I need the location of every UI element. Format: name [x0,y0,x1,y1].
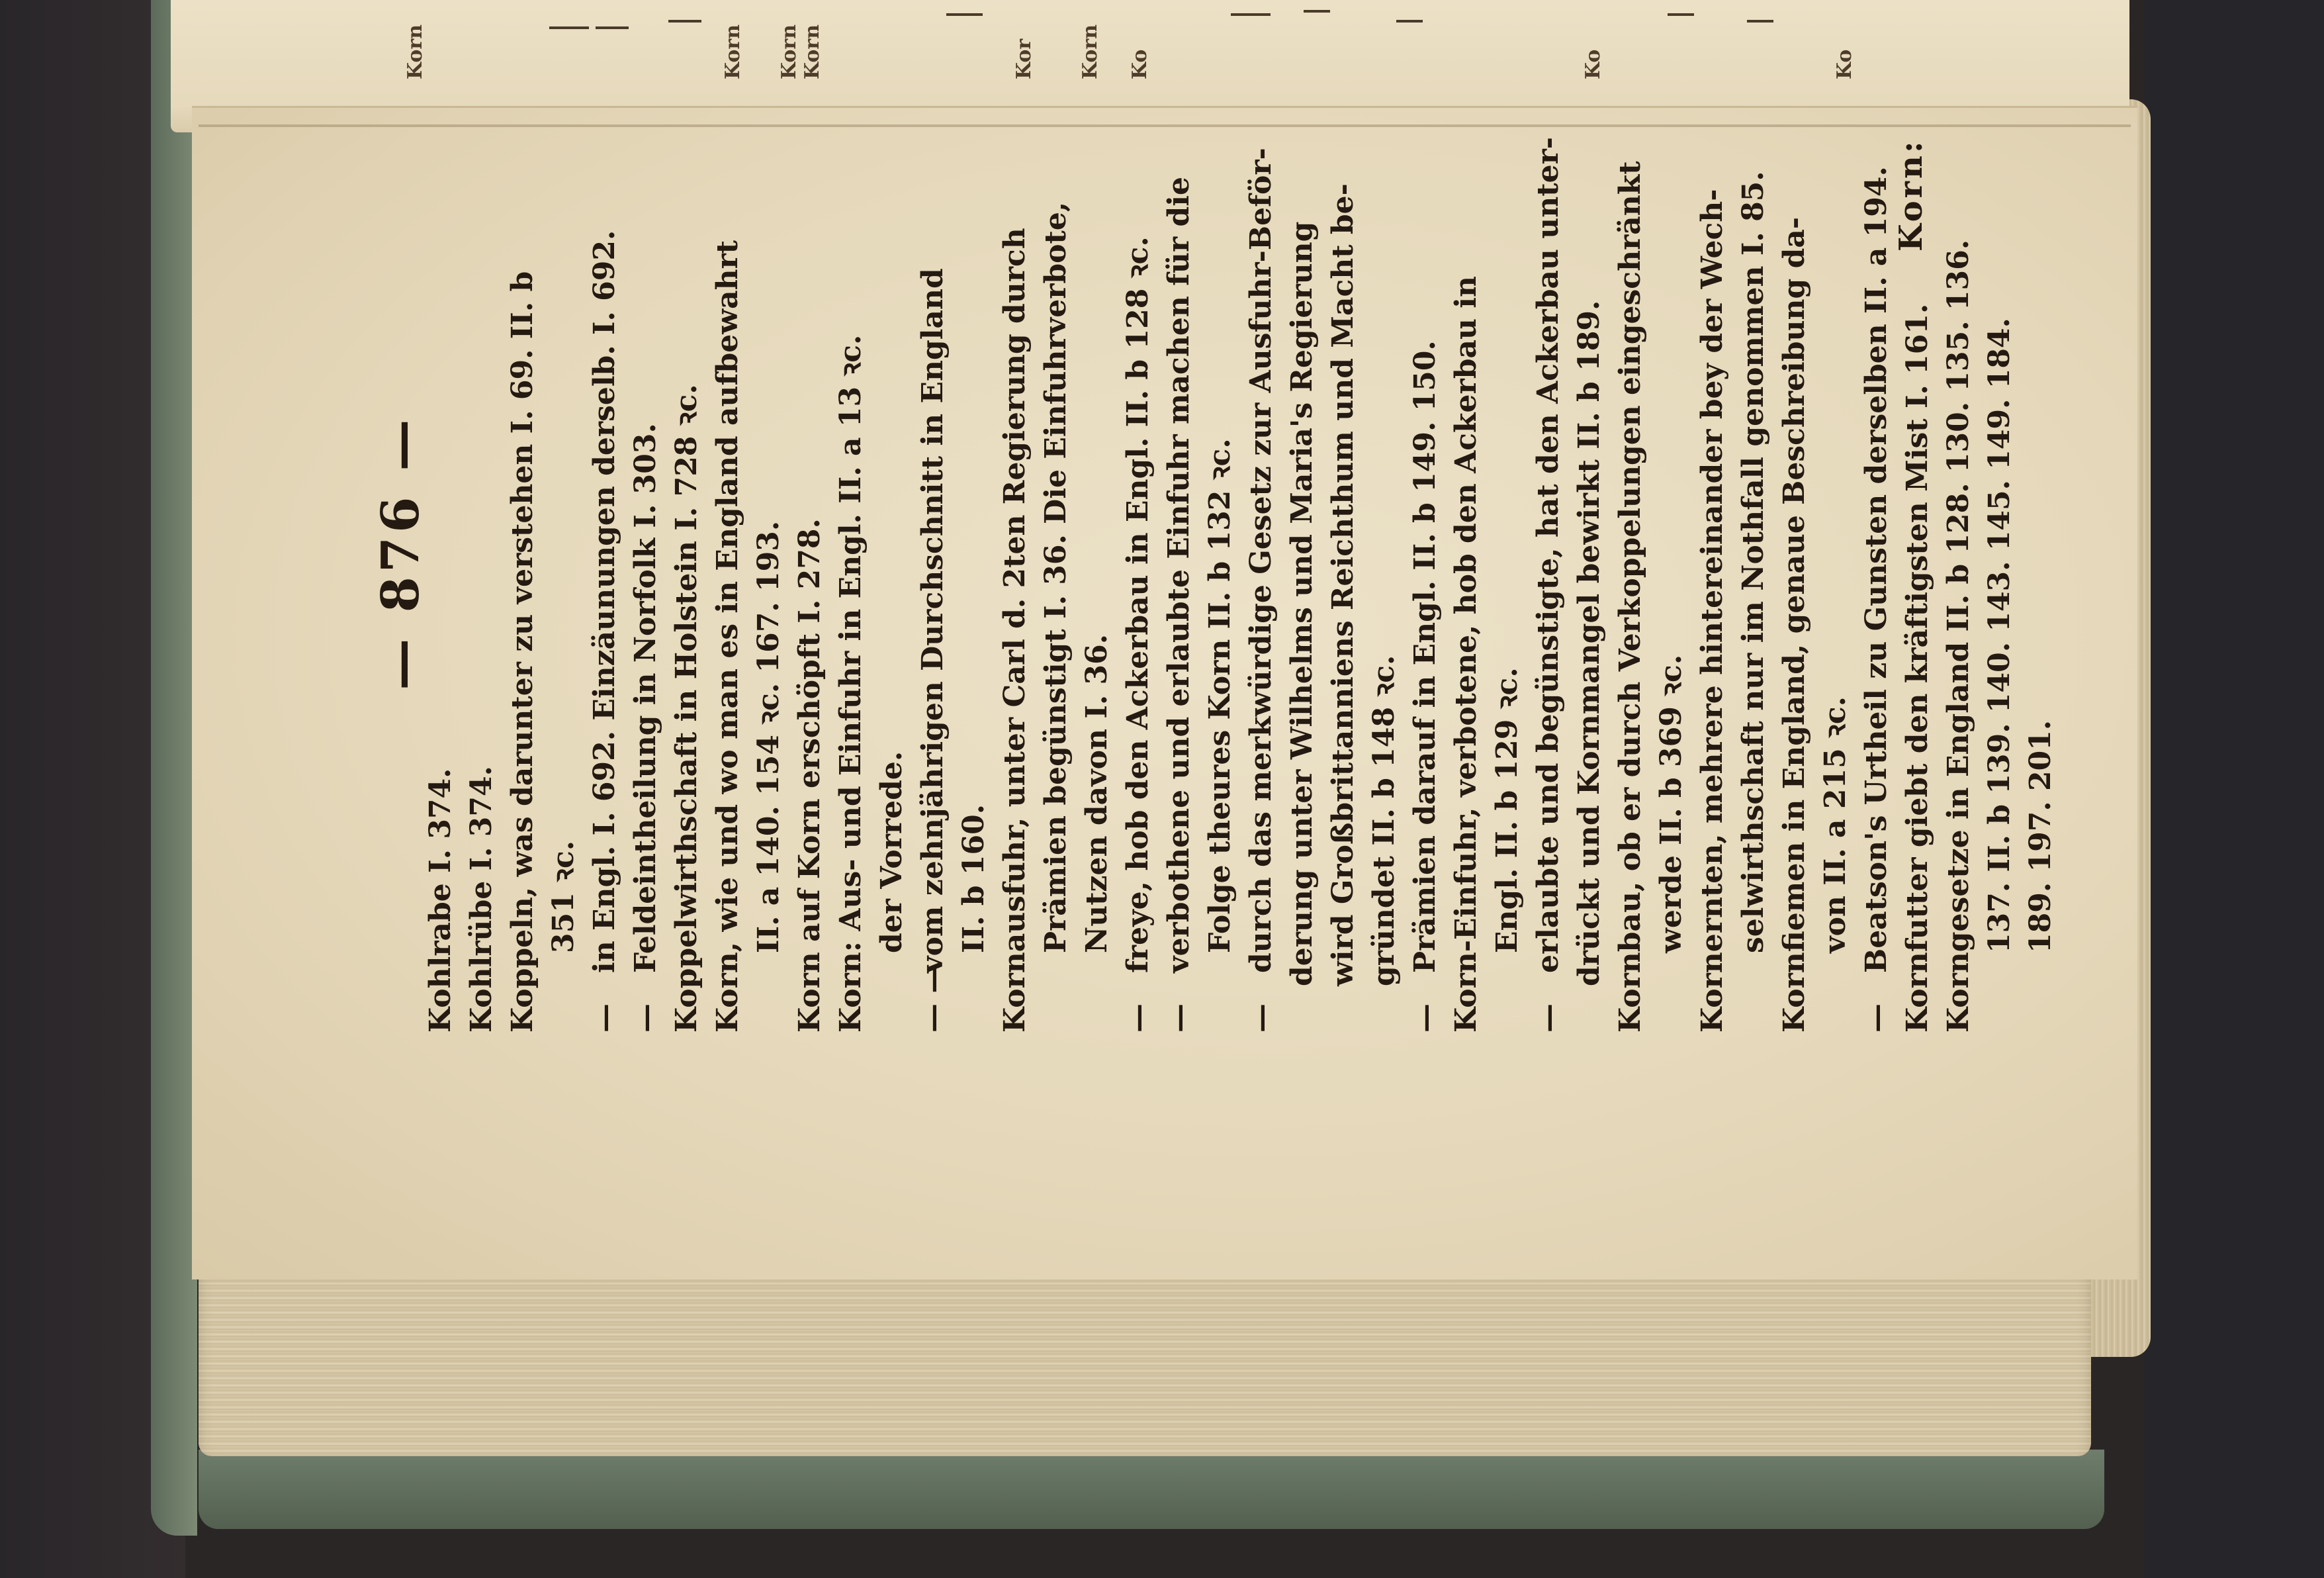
entry-text: vom zehnjährigen Durchschnitt in England [916,268,950,973]
index-entry [2020,0,2061,1033]
index-entry [1077,0,1118,1033]
entry-dash: — — [916,964,950,1033]
index-entry [1569,0,1610,1033]
entry-dash: — [1408,1003,1442,1033]
entry-text: Prämien darauf in Engl. II. b 149. 150. [1408,340,1442,973]
index-entry [1979,0,2020,1033]
page-number: — 876 — [371,415,431,690]
index-entry [995,0,1036,1033]
entry-text: 189. 197. 201. [2024,719,2057,953]
index-entry [1856,0,1897,1033]
book-cover-bottom [199,1450,2104,1529]
entry-dash: — [1244,1003,1278,1033]
index-entry [707,0,748,1033]
index-entry [502,0,543,1033]
entry-text: wird Großbrittanniens Reichthum und Macht be- [1326,183,1360,986]
index-entry [1241,0,1282,1033]
index-entry [913,0,954,1033]
index-entry [748,0,789,1033]
rotated-text-block [371,73,2057,1033]
facing-page-fragment: Korn [801,24,824,79]
index-entry [584,0,625,1033]
index-entry [1815,0,1856,1033]
index-entry [461,0,502,1033]
index-entry [1487,0,1528,1033]
entry-text: Korn, wie und wo man es in England aufbewahrt [711,240,744,1033]
entry-text: erlaubte und begünstigte, hat den Ackerbau unter- [1531,136,1565,973]
entry-text: Engl. II. b 129 ꝛc. [1490,667,1524,953]
entry-text: Koppelwirthschaft in Holstein I. 728 ꝛc. [670,384,703,1033]
index-entry [954,0,995,1033]
facing-page-fragment: Korn [1079,24,1102,79]
index-entry [1446,0,1487,1033]
index-entry [1610,0,1651,1033]
index-entry [1159,0,1200,1033]
page-block-edges [199,1264,2091,1456]
entry-text: derung unter Wilhelms und Maria's Regierung [1285,221,1319,986]
index-entry [1118,0,1159,1033]
entry-text: Kornbau, ob er durch Verkoppelungen eingeschränkt [1613,161,1647,1033]
entry-dash: — [1162,1003,1196,1033]
index-entry [1938,0,1979,1033]
index-entry [1528,0,1569,1033]
facing-page-fragment: Ko [1582,49,1605,79]
index-entry [1774,0,1815,1033]
index-entry [1364,0,1405,1033]
index-entries [420,0,2061,1033]
entry-text: verbothene und erlaubte Einfuhr machen für die [1162,176,1196,973]
facing-page-fragment: Kor [1012,38,1036,79]
index-entry [543,0,584,1033]
entry-text: 137. II. b 139. 140. 143. 145. 149. 184. [1983,318,2016,953]
entry-text: 351 ꝛc. [547,840,580,953]
index-entry [830,0,871,1033]
entry-text: Kornfutter giebt den kräftigsten Mist I. 161. [1900,303,1934,1033]
index-entry [1692,0,1733,1033]
entry-text: Kohlrabe I. 374. [424,768,457,1033]
entry-dash: — [1859,1003,1893,1033]
index-entry [625,0,666,1033]
index-entry [1405,0,1446,1033]
entry-text: werde II. b 369 ꝛc. [1654,654,1688,953]
entry-text: Kornernten, mehrere hintereinander bey der Wech- [1695,189,1729,1033]
entry-text: Beatson's Urtheil zu Gunsten derselben II. a 194. [1859,166,1893,973]
index-entry [1733,0,1774,1033]
entry-text: Korn: Aus- und Einfuhr in Engl. II. a 13 ꝛc. [834,334,868,1033]
entry-dash: — [1531,1003,1565,1033]
facing-page-fragment: Korn [404,24,427,79]
entry-text: von II. a 215 ꝛc. [1818,696,1852,953]
facing-page-fragment: Korn [721,24,744,79]
facing-page-fragment: Ko [1833,49,1856,79]
index-entry [666,0,707,1033]
entry-text: II. b 160. [957,804,991,953]
entry-text: in Engl. I. 692. Einzäunungen derselb. I. 692. [588,230,621,973]
entry-text: Kornfiemen in England, genaue Beschreibung da- [1777,216,1811,1033]
entry-text: Koppeln, was darunter zu verstehen I. 69. II. b [506,271,539,1033]
index-entry [789,0,830,1033]
entry-text: selwirthschaft nur im Nothfall genommen I. 85. [1736,171,1770,953]
entry-text: der Vorrede. [875,751,909,953]
index-entry [1323,0,1364,1033]
index-entry [1036,0,1077,1033]
entry-text: Korngesetze in England II. b 128. 130. 135. 136. [1942,239,1975,1033]
entry-text: Feldeintheilung in Norfolk I. 303. [629,423,662,973]
index-entry [1200,0,1241,1033]
index-entry [420,0,461,1033]
entry-text: Korn-Einfuhr, verbotene, hob den Ackerbau in [1449,276,1483,1033]
facing-page-fragment: Ko [1128,49,1151,79]
entry-text: drückt und Kornmangel bewirkt II. b 189. [1572,300,1606,986]
entry-text: Kornausfuhr, unter Carl d. 2ten Regierung durch [998,228,1032,1033]
facing-page-fragment: Korn [778,24,801,79]
entry-text: Folge theures Korn II. b 132 ꝛc. [1203,438,1237,953]
entry-text: gründet II. b 148 ꝛc. [1367,655,1401,986]
entry-dash: — [588,1003,621,1033]
catchword: Korn: [1893,138,1930,252]
index-entry [1651,0,1692,1033]
entry-dash: — [1121,1003,1155,1033]
dark-background-right [2144,0,2324,1578]
entry-text: freye, hob den Ackerbau in Engl. II. b 128 ꝛc. [1121,236,1155,973]
entry-text: Korn auf Korn erschöpft I. 278. [793,518,827,1033]
entry-text: II. a 140. 154 ꝛc. 167. 193. [752,520,785,953]
entry-text: Nutzen davon I. 36. [1080,633,1114,953]
entry-text: Kohlrübe I. 374. [465,766,498,1033]
entry-text: Prämien begünstigt I. 36. Die Einfuhrverbote, [1039,201,1073,953]
entry-text: durch das merkwürdige Gesetz zur Ausfuhr-Beför- [1244,148,1278,973]
entry-dash: — [629,1003,662,1033]
index-entry [1282,0,1323,1033]
book-cover-edge [151,0,197,1536]
index-entry [871,0,913,1033]
